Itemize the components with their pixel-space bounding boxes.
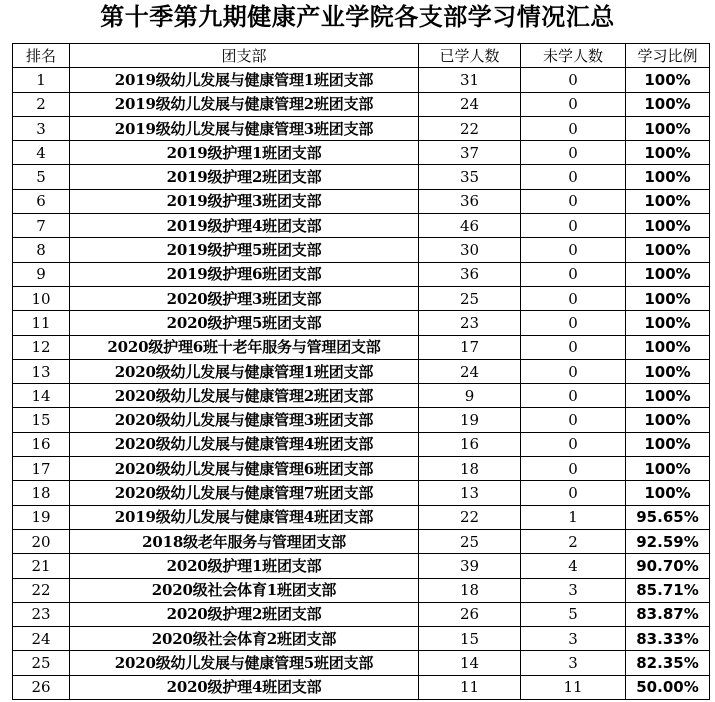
ratio-cell: 92.59% <box>626 529 710 553</box>
rank-cell: 17 <box>13 457 70 481</box>
not-learned-cell: 0 <box>521 214 626 238</box>
rank-cell: 4 <box>13 141 70 165</box>
rank-cell: 11 <box>13 311 70 335</box>
table-row <box>13 165 710 189</box>
table-row <box>13 141 710 165</box>
branch-cell: 2020级社会体育2班团支部 <box>70 627 419 651</box>
branch-cell: 2020级护理3班团支部 <box>70 286 419 310</box>
branch-cell: 2019级幼儿发展与健康管理3班团支部 <box>70 116 419 140</box>
branch-cell: 2020级护理6班十老年服务与管理团支部 <box>70 335 419 359</box>
table-row <box>13 578 710 602</box>
branch-cell: 2018级老年服务与管理团支部 <box>70 529 419 553</box>
rank-cell: 16 <box>13 432 70 456</box>
table-row <box>13 432 710 456</box>
learned-cell: 30 <box>419 238 521 262</box>
not-learned-cell: 2 <box>521 529 626 553</box>
learned-cell: 26 <box>419 602 521 626</box>
rank-cell: 9 <box>13 262 70 286</box>
not-learned-cell: 0 <box>521 481 626 505</box>
ratio-cell: 100% <box>626 286 710 310</box>
not-learned-cell: 5 <box>521 602 626 626</box>
branch-cell: 2019级护理6班团支部 <box>70 262 419 286</box>
not-learned-cell: 0 <box>521 116 626 140</box>
table-row <box>13 335 710 359</box>
ratio-cell: 85.71% <box>626 578 710 602</box>
rank-cell: 10 <box>13 286 70 310</box>
ratio-cell: 100% <box>626 116 710 140</box>
header-row <box>13 44 710 68</box>
ratio-cell: 100% <box>626 68 710 92</box>
rank-cell: 22 <box>13 578 70 602</box>
rank-cell: 6 <box>13 189 70 213</box>
branch-cell: 2019级幼儿发展与健康管理4班团支部 <box>70 505 419 529</box>
ratio-cell: 100% <box>626 384 710 408</box>
rank-cell: 25 <box>13 651 70 675</box>
table-row <box>13 384 710 408</box>
ratio-cell: 100% <box>626 141 710 165</box>
not-learned-cell: 0 <box>521 384 626 408</box>
table-row <box>13 408 710 432</box>
summary-table <box>12 43 710 700</box>
not-learned-cell: 0 <box>521 311 626 335</box>
learned-cell: 25 <box>419 286 521 310</box>
branch-cell: 2020级幼儿发展与健康管理5班团支部 <box>70 651 419 675</box>
rank-cell: 23 <box>13 602 70 626</box>
rank-cell: 18 <box>13 481 70 505</box>
not-learned-cell: 0 <box>521 457 626 481</box>
learned-cell: 24 <box>419 92 521 116</box>
ratio-cell: 100% <box>626 189 710 213</box>
ratio-cell: 50.00% <box>626 675 710 699</box>
table-row <box>13 311 710 335</box>
table-row <box>13 68 710 92</box>
table-row <box>13 238 710 262</box>
rank-cell: 13 <box>13 359 70 383</box>
learned-cell: 36 <box>419 262 521 286</box>
rank-cell: 15 <box>13 408 70 432</box>
branch-cell: 2020级护理5班团支部 <box>70 311 419 335</box>
table-row <box>13 214 710 238</box>
header-learned: 已学人数 <box>419 44 521 68</box>
branch-cell: 2020级幼儿发展与健康管理6班团支部 <box>70 457 419 481</box>
learned-cell: 37 <box>419 141 521 165</box>
not-learned-cell: 3 <box>521 627 626 651</box>
not-learned-cell: 11 <box>521 675 626 699</box>
learned-cell: 22 <box>419 505 521 529</box>
table-row <box>13 457 710 481</box>
rank-cell: 8 <box>13 238 70 262</box>
learned-cell: 9 <box>419 384 521 408</box>
rank-cell: 24 <box>13 627 70 651</box>
learned-cell: 18 <box>419 457 521 481</box>
learned-cell: 36 <box>419 189 521 213</box>
not-learned-cell: 0 <box>521 432 626 456</box>
rank-cell: 19 <box>13 505 70 529</box>
not-learned-cell: 3 <box>521 651 626 675</box>
ratio-cell: 100% <box>626 408 710 432</box>
not-learned-cell: 0 <box>521 408 626 432</box>
ratio-cell: 100% <box>626 262 710 286</box>
branch-cell: 2020级护理1班团支部 <box>70 554 419 578</box>
not-learned-cell: 3 <box>521 578 626 602</box>
branch-cell: 2019级护理3班团支部 <box>70 189 419 213</box>
table-row <box>13 627 710 651</box>
not-learned-cell: 0 <box>521 68 626 92</box>
table-body <box>13 68 710 700</box>
branch-cell: 2019级护理4班团支部 <box>70 214 419 238</box>
table-row <box>13 481 710 505</box>
branch-cell: 2019级护理5班团支部 <box>70 238 419 262</box>
ratio-cell: 100% <box>626 92 710 116</box>
branch-cell: 2020级幼儿发展与健康管理1班团支部 <box>70 359 419 383</box>
ratio-cell: 83.87% <box>626 602 710 626</box>
learned-cell: 46 <box>419 214 521 238</box>
not-learned-cell: 0 <box>521 92 626 116</box>
branch-cell: 2020级社会体育1班团支部 <box>70 578 419 602</box>
learned-cell: 25 <box>419 529 521 553</box>
ratio-cell: 100% <box>626 335 710 359</box>
rank-cell: 12 <box>13 335 70 359</box>
table-row <box>13 602 710 626</box>
header-not-learned: 未学人数 <box>521 44 626 68</box>
table-row <box>13 286 710 310</box>
learned-cell: 31 <box>419 68 521 92</box>
rank-cell: 26 <box>13 675 70 699</box>
branch-cell: 2019级幼儿发展与健康管理1班团支部 <box>70 68 419 92</box>
branch-cell: 2020级幼儿发展与健康管理7班团支部 <box>70 481 419 505</box>
ratio-cell: 100% <box>626 432 710 456</box>
ratio-cell: 90.70% <box>626 554 710 578</box>
table-row <box>13 554 710 578</box>
table-row <box>13 529 710 553</box>
not-learned-cell: 0 <box>521 359 626 383</box>
ratio-cell: 100% <box>626 165 710 189</box>
branch-cell: 2020级幼儿发展与健康管理3班团支部 <box>70 408 419 432</box>
branch-cell: 2019级护理2班团支部 <box>70 165 419 189</box>
ratio-cell: 100% <box>626 214 710 238</box>
ratio-cell: 95.65% <box>626 505 710 529</box>
learned-cell: 14 <box>419 651 521 675</box>
table-row <box>13 359 710 383</box>
branch-cell: 2019级幼儿发展与健康管理2班团支部 <box>70 92 419 116</box>
table-row <box>13 116 710 140</box>
branch-cell: 2020级幼儿发展与健康管理4班团支部 <box>70 432 419 456</box>
page-title: 第十季第九期健康产业学院各支部学习情况汇总 <box>100 3 615 31</box>
rank-cell: 3 <box>13 116 70 140</box>
learned-cell: 11 <box>419 675 521 699</box>
rank-cell: 1 <box>13 68 70 92</box>
not-learned-cell: 4 <box>521 554 626 578</box>
not-learned-cell: 0 <box>521 238 626 262</box>
learned-cell: 22 <box>419 116 521 140</box>
rank-cell: 5 <box>13 165 70 189</box>
table-row <box>13 92 710 116</box>
learned-cell: 23 <box>419 311 521 335</box>
learned-cell: 19 <box>419 408 521 432</box>
branch-cell: 2019级护理1班团支部 <box>70 141 419 165</box>
ratio-cell: 100% <box>626 238 710 262</box>
learned-cell: 15 <box>419 627 521 651</box>
ratio-cell: 100% <box>626 481 710 505</box>
table-row <box>13 189 710 213</box>
ratio-cell: 82.35% <box>626 651 710 675</box>
table-row <box>13 505 710 529</box>
not-learned-cell: 0 <box>521 165 626 189</box>
learned-cell: 16 <box>419 432 521 456</box>
learned-cell: 13 <box>419 481 521 505</box>
ratio-cell: 100% <box>626 311 710 335</box>
table-row <box>13 675 710 699</box>
branch-cell: 2020级护理4班团支部 <box>70 675 419 699</box>
not-learned-cell: 0 <box>521 189 626 213</box>
not-learned-cell: 0 <box>521 335 626 359</box>
branch-cell: 2020级护理2班团支部 <box>70 602 419 626</box>
learned-cell: 24 <box>419 359 521 383</box>
branch-cell: 2020级幼儿发展与健康管理2班团支部 <box>70 384 419 408</box>
learned-cell: 18 <box>419 578 521 602</box>
header-rank: 排名 <box>13 44 70 68</box>
not-learned-cell: 1 <box>521 505 626 529</box>
not-learned-cell: 0 <box>521 262 626 286</box>
ratio-cell: 83.33% <box>626 627 710 651</box>
header-ratio: 学习比例 <box>626 44 710 68</box>
ratio-cell: 100% <box>626 359 710 383</box>
table-row <box>13 651 710 675</box>
learned-cell: 39 <box>419 554 521 578</box>
ratio-cell: 100% <box>626 457 710 481</box>
not-learned-cell: 0 <box>521 141 626 165</box>
table-row <box>13 262 710 286</box>
not-learned-cell: 0 <box>521 286 626 310</box>
rank-cell: 14 <box>13 384 70 408</box>
header-branch: 团支部 <box>70 44 419 68</box>
learned-cell: 35 <box>419 165 521 189</box>
rank-cell: 20 <box>13 529 70 553</box>
rank-cell: 2 <box>13 92 70 116</box>
learned-cell: 17 <box>419 335 521 359</box>
rank-cell: 7 <box>13 214 70 238</box>
rank-cell: 21 <box>13 554 70 578</box>
